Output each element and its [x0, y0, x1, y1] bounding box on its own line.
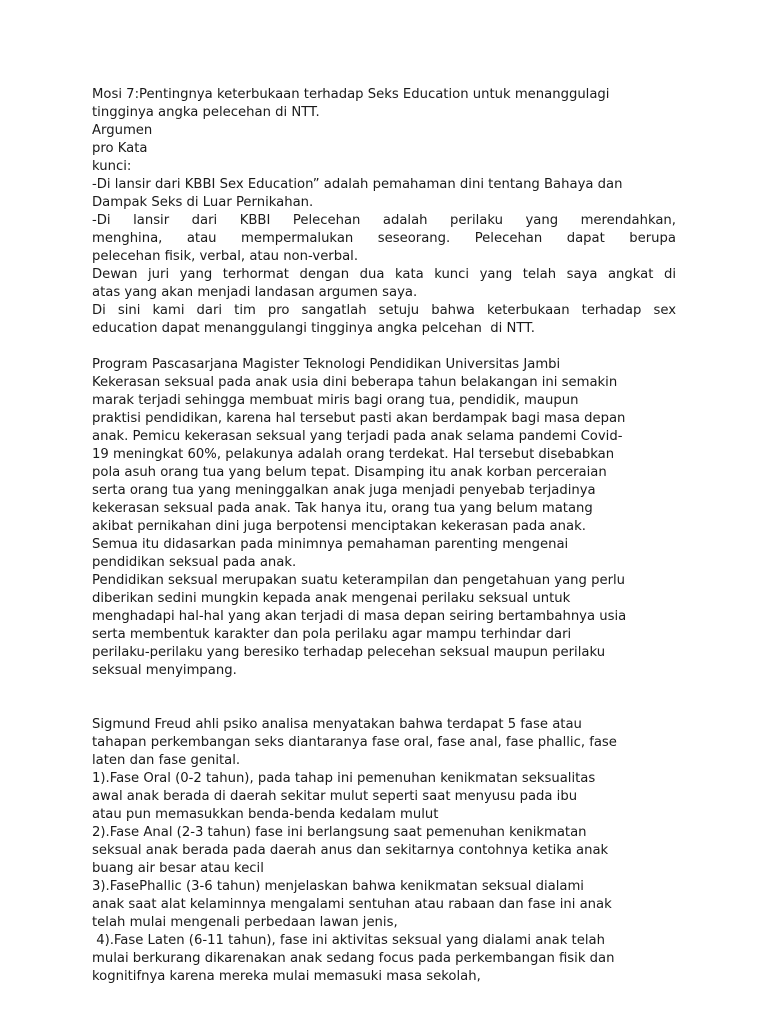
text-line: Pendidikan seksual merupakan suatu keterampilan dan pengetahuan yang perlu — [92, 573, 626, 588]
text-line: Dewan juri yang terhormat dengan dua kata kunci yang telah saya angkat di — [92, 267, 676, 282]
text-line: Program Pascasarjana Magister Teknologi Pendidikan Universitas Jambi — [92, 357, 561, 372]
text-line: Sigmund Freud ahli psiko analisa menyatakan bahwa terdapat 5 fase atau — [92, 717, 582, 732]
text-line: Kekerasan seksual pada anak usia dini beberapa tahun belakangan ini semakin — [92, 375, 618, 390]
text-line: -Di lansir dari KBBI Pelecehan adalah perilaku yang merendahkan, — [92, 213, 676, 228]
paragraph-spacer — [92, 680, 768, 716]
text-line: serta membentuk karakter dan pola perilaku agar mampu terhindar dari — [92, 627, 572, 642]
text-line: pendidikan seksual pada anak. — [92, 555, 297, 570]
text-line: menghina, atau mempermalukan seseorang. Pelecehan dapat berupa — [92, 231, 676, 246]
text-line: laten dan fase genital. — [92, 753, 241, 768]
text-line: 2).Fase Anal (2-3 tahun) fase ini berlangsung saat pemenuhan kenikmatan — [92, 825, 587, 840]
text-line: Mosi 7:Pentingnya keterbukaan terhadap Seks Education untuk menanggulagi — [92, 87, 610, 102]
text-line: Argumen — [92, 123, 153, 138]
text-line: Semua itu didasarkan pada minimnya pemahaman parenting mengenai — [92, 537, 569, 552]
text-line: pro Kata — [92, 141, 148, 156]
section-freud-phases — [92, 716, 676, 986]
text-line: 19 meningkat 60%, pelakunya adalah orang terdekat. Hal tersebut disebabkan — [92, 447, 615, 462]
text-line: diberikan sedini mungkin kepada anak mengenai perilaku seksual untuk — [92, 591, 571, 606]
text-line: kekerasan seksual pada anak. Tak hanya itu, orang tua yang belum matang — [92, 501, 593, 516]
paragraph-spacer — [92, 338, 768, 356]
section-kekerasan-seksual — [92, 356, 676, 680]
text-line: anak. Pemicu kekerasan seksual yang terjadi pada anak selama pandemi Covid- — [92, 429, 623, 444]
text-line: atau pun memasukkan benda-benda kedalam mulut — [92, 807, 439, 822]
text-line: tingginya angka pelecehan di NTT. — [92, 105, 320, 120]
text-line: serta orang tua yang meninggalkan anak juga menjadi penyebab terjadinya — [92, 483, 596, 498]
text-line: seksual menyimpang. — [92, 663, 237, 678]
text-line: atas yang akan menjadi landasan argumen saya. — [92, 285, 418, 300]
text-line: pola asuh orang tua yang belum tepat. Disamping itu anak korban perceraian — [92, 465, 607, 480]
text-line: awal anak berada di daerah sekitar mulut seperti saat menyusu pada ibu — [92, 789, 578, 804]
text-line: -Di lansir dari KBBI Sex Education” adalah pemahaman dini tentang Bahaya dan — [92, 177, 623, 192]
text-line: 3).FasePhallic (3-6 tahun) menjelaskan bahwa kenikmatan seksual dialami — [92, 879, 584, 894]
text-line: buang air besar atau kecil — [92, 861, 264, 876]
text-line: mulai berkurang dikarenakan anak sedang focus pada perkembangan fisik dan — [92, 951, 615, 966]
text-line: menghadapi hal-hal yang akan terjadi di masa depan seiring bertambahnya usia — [92, 609, 627, 624]
text-line: pelecehan fisik, verbal, atau non-verbal. — [92, 249, 359, 264]
text-line: 1).Fase Oral (0-2 tahun), pada tahap ini pemenuhan kenikmatan seksualitas — [92, 771, 596, 786]
text-line: kunci: — [92, 159, 132, 174]
text-line: praktisi pendidikan, karena hal tersebut pasti akan berdampak bagi masa depan — [92, 411, 626, 426]
text-line: education dapat menanggulangi tingginya angka pelcehan di NTT. — [92, 321, 535, 336]
section-mosi-argument — [92, 86, 676, 338]
text-line: marak terjadi sehingga membuat miris bagi orang tua, pendidik, maupun — [92, 393, 579, 408]
text-line: anak saat alat kelaminnya mengalami sentuhan atau rabaan dan fase ini anak — [92, 897, 612, 912]
text-line: akibat pernikahan dini juga berpotensi menciptakan kekerasan pada anak. — [92, 519, 586, 534]
text-line: Dampak Seks di Luar Pernikahan. — [92, 195, 314, 210]
text-line: perilaku-perilaku yang beresiko terhadap pelecehan seksual maupun perilaku — [92, 645, 606, 660]
text-line: kognitifnya karena mereka mulai memasuki masa sekolah, — [92, 969, 481, 984]
text-line: Di sini kami dari tim pro sangatlah setuju bahwa keterbukaan terhadap sex — [92, 303, 676, 318]
text-line: telah mulai mengenali perbedaan lawan jenis, — [92, 915, 398, 930]
text-line: 4).Fase Laten (6-11 tahun), fase ini aktivitas seksual yang dialami anak telah — [92, 933, 605, 948]
text-line: seksual anak berada pada daerah anus dan sekitarnya contohnya ketika anak — [92, 843, 609, 858]
text-line: tahapan perkembangan seks diantaranya fase oral, fase anal, fase phallic, fase — [92, 735, 617, 750]
